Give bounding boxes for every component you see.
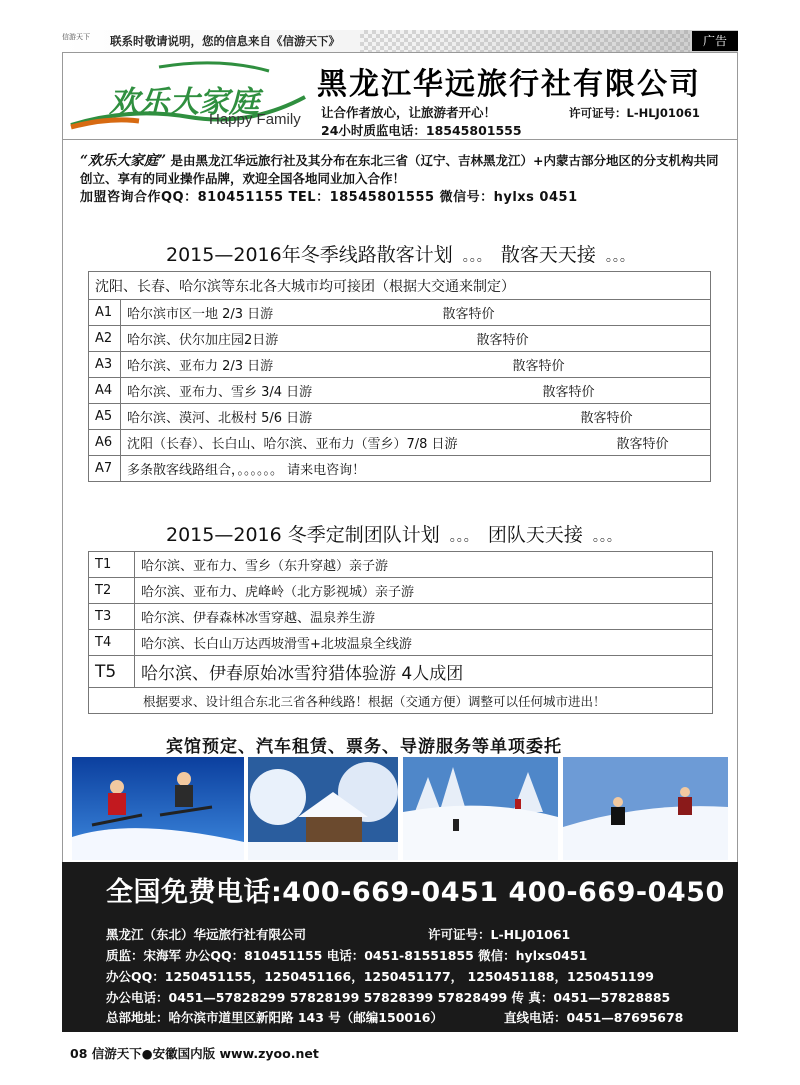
route-price: 散客特价 xyxy=(580,411,633,426)
ad-tag: 广告 xyxy=(692,31,738,51)
skiers-jump-image xyxy=(72,757,244,860)
scatter-route-table xyxy=(88,271,711,482)
snow-house-photo xyxy=(248,757,398,860)
route-cell xyxy=(121,326,711,352)
team-title-dots-end: 。。。 xyxy=(592,529,621,545)
team-title-text: 2015—2016 冬季定制团队计划 xyxy=(166,524,440,546)
bottom-contact-block xyxy=(62,862,738,1032)
table-row xyxy=(89,656,713,688)
route-name: 哈尔滨、长白山万达西坡滑雪+北坡温泉全线游 xyxy=(135,630,713,656)
route-code: T4 xyxy=(89,630,135,656)
table-row xyxy=(89,578,713,604)
table-row xyxy=(89,552,713,578)
snow-forest-ski-photo xyxy=(403,757,558,860)
table-row xyxy=(89,300,711,326)
route-code: A1 xyxy=(89,300,121,326)
team-plan-title xyxy=(166,520,625,547)
bottom-license: 许可证号：L-HLJ01061 xyxy=(428,927,571,942)
source-notice: 联系时敬请说明，您的信息来自《信游天下》 xyxy=(110,34,340,48)
direct-line: 直线电话：0451—87695678 xyxy=(504,1010,684,1025)
route-code: A5 xyxy=(89,404,121,430)
intro-brand: “欢乐大家庭” xyxy=(80,153,167,169)
route-price: 散客特价 xyxy=(442,307,495,322)
license-number: 许可证号：L-HLJ01061 xyxy=(569,106,700,120)
scatter-title-tail: 散客天天接 xyxy=(500,244,596,266)
happy-family-logo xyxy=(69,57,309,137)
route-name: 哈尔滨、伏尔加庄园2日游 xyxy=(127,333,279,348)
route-name: 哈尔滨、亚布力、虎峰岭（北方影视城）亲子游 xyxy=(135,578,713,604)
route-code: T2 xyxy=(89,578,135,604)
route-name: 哈尔滨、伊春原始冰雪狩猎体验游 4人成团 xyxy=(135,656,713,688)
route-name: 多条散客线路组合，。。。。。。 请来电咨询！ xyxy=(121,456,711,482)
route-name: 哈尔滨、亚布力、雪乡（东升穿越）亲子游 xyxy=(135,552,713,578)
route-name: 沈阳（长春）、长白山、哈尔滨、亚布力（雪乡）7/8 日游 xyxy=(127,437,458,452)
supervision-line: 质监：宋海军 办公QQ：810451155 电话：0451-81551855 微信：hylxs0451 xyxy=(106,948,588,963)
route-cell xyxy=(121,300,711,326)
table-row xyxy=(89,456,711,482)
free-call-numbers: 全国免费电话:400-669-0451 400-669-0450 xyxy=(106,877,725,908)
route-code: T3 xyxy=(89,604,135,630)
table-row xyxy=(89,630,713,656)
team-title-dots: 。。。 xyxy=(449,529,478,545)
route-code: A4 xyxy=(89,378,121,404)
team-footer-row: 根据要求、设计组合东北三省各种线路！根据（交通方便）调整可以任何城市进出！ xyxy=(89,688,713,714)
route-code: T1 xyxy=(89,552,135,578)
route-name: 哈尔滨、伊春森林冰雪穿越、温泉养生游 xyxy=(135,604,713,630)
table-row xyxy=(89,352,711,378)
route-price: 散客特价 xyxy=(616,437,669,452)
table-row xyxy=(89,326,711,352)
slogan: 让合作者放心，让旅游者开心！ xyxy=(321,105,497,120)
route-name: 哈尔滨、亚布力、雪乡 3/4 日游 xyxy=(127,385,313,400)
services-line: 宾馆预定、汽车租赁、票务、导游服务等单项委托 xyxy=(166,737,562,757)
decorative-pattern xyxy=(360,30,690,52)
route-price: 散客特价 xyxy=(512,359,565,374)
table-row xyxy=(89,604,713,630)
snow-house-image xyxy=(248,757,398,860)
ski-slope-image xyxy=(563,757,728,860)
intro-text: 是由黑龙江华远旅行社及其分布在东北三省（辽宁、吉林黑龙江）+内蒙古部分地区的分支机构共同创立、享有的同业操作品牌，欢迎全国各地同业加入合作！ xyxy=(80,153,719,186)
route-cell xyxy=(121,352,711,378)
route-cell xyxy=(121,404,711,430)
route-code: A3 xyxy=(89,352,121,378)
hotline: 24小时质监电话：18545801555 xyxy=(321,123,522,138)
skiers-jump-photo xyxy=(72,757,244,860)
mini-logo: 信游天下 xyxy=(62,33,90,41)
scatter-plan-title xyxy=(166,240,638,267)
office-qq-line: 办公QQ：1250451155，1250451166，1250451177， 1250451188，1250451199 xyxy=(106,969,654,984)
route-name: 哈尔滨、亚布力 2/3 日游 xyxy=(127,359,274,374)
page-footer: 08 信游天下●安徽国内版 www.zyoo.net xyxy=(70,1046,319,1061)
table-row xyxy=(89,272,711,300)
route-code: A6 xyxy=(89,430,121,456)
route-name: 哈尔滨、漠河、北极村 5/6 日游 xyxy=(127,411,313,426)
route-cell xyxy=(121,378,711,404)
scatter-title-text: 2015—2016年冬季线路散客计划 xyxy=(166,244,453,266)
team-title-tail: 团队天天接 xyxy=(487,524,583,546)
scatter-title-dots: 。。。 xyxy=(462,249,491,265)
table-row xyxy=(89,430,711,456)
office-tel-line: 办公电话：0451—57828299 57828199 57828399 57828499 传 真：0451—57828885 xyxy=(106,990,671,1005)
header xyxy=(62,52,738,140)
scatter-header-row: 沈阳、长春、哈尔滨等东北各大城市均可接团（根据大交通来制定） xyxy=(89,272,711,300)
scatter-title-dots-end: 。。。 xyxy=(605,249,634,265)
route-name: 哈尔滨市区一地 2/3 日游 xyxy=(127,307,274,322)
logo-english: Happy Family xyxy=(209,111,301,128)
route-cell xyxy=(121,430,711,456)
route-code: A2 xyxy=(89,326,121,352)
ski-slope-photo xyxy=(563,757,728,860)
team-route-table xyxy=(88,551,713,714)
route-price: 散客特价 xyxy=(476,333,529,348)
route-code: A7 xyxy=(89,456,121,482)
intro-paragraph xyxy=(80,152,730,207)
address-line: 总部地址：哈尔滨市道里区新阳路 143 号（邮编150016） xyxy=(106,1010,443,1025)
bottom-company: 黑龙江（东北）华远旅行社有限公司 xyxy=(106,927,307,942)
logo-chinese: 欢乐大家庭 xyxy=(109,85,259,120)
route-code: T5 xyxy=(89,656,135,688)
snow-forest-ski-image xyxy=(403,757,558,860)
join-contact: 加盟咨询合作QQ：810451155 TEL：18545801555 微信号：hylxs 0451 xyxy=(80,190,578,205)
company-name: 黑龙江华远旅行社有限公司 xyxy=(317,67,701,102)
table-row xyxy=(89,378,711,404)
table-row xyxy=(89,688,713,714)
table-row xyxy=(89,404,711,430)
route-price: 散客特价 xyxy=(542,385,595,400)
